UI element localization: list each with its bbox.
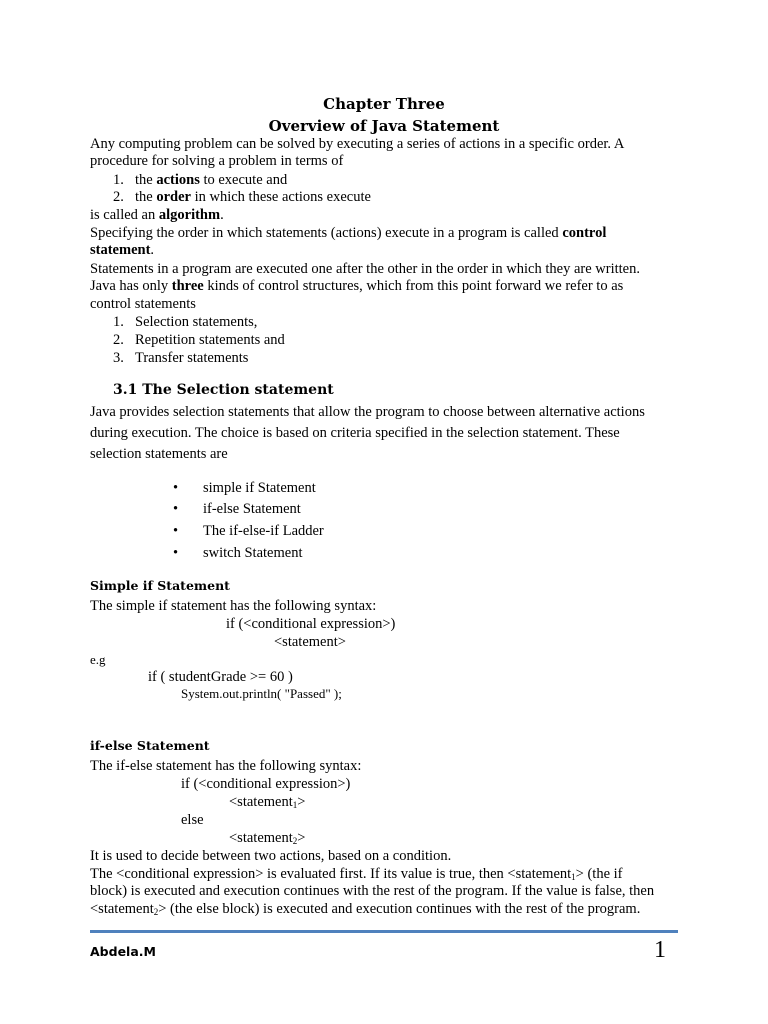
subscript: 1: [292, 800, 298, 810]
paragraph-line: during execution. The choice is based on criteria specified in the selection statement. These: [90, 425, 620, 441]
intro-line-1: Any computing problem can be solved by executing a series of actions in a specific order. A: [90, 136, 625, 152]
control-statements-line: control statements: [90, 296, 196, 312]
text: <statement: [229, 830, 293, 846]
bullet-icon: •: [173, 545, 179, 561]
paragraph-line: The simple if statement has the following syntax:: [90, 598, 377, 614]
text: <statement: [229, 794, 293, 810]
subscript: 1: [571, 872, 576, 882]
subsection-heading: Simple if Statement: [90, 578, 230, 593]
bullet-icon: •: [173, 523, 179, 539]
list-text: to execute and: [199, 172, 288, 188]
syntax-line: if (<conditional expression>): [226, 616, 396, 632]
bullet-text: simple if Statement: [203, 480, 316, 496]
footer-author: Abdela.M: [90, 944, 156, 959]
list-item: [113, 350, 248, 367]
bold-term: control: [562, 225, 607, 241]
text: > (the if: [575, 866, 623, 882]
bullet-text: The if-else-if Ladder: [203, 523, 324, 539]
list-number: 1.: [113, 172, 124, 188]
syntax-line: [229, 830, 305, 847]
page-title: Overview of Java Statement: [268, 117, 500, 135]
bullet-icon: •: [173, 480, 179, 496]
paragraph-line: The if-else statement has the following syntax:: [90, 758, 362, 774]
section-heading: 3.1 The Selection statement: [113, 382, 334, 398]
paragraph-line: It is used to decide between two actions, based on a condition.: [90, 848, 452, 864]
list-text: in which these actions execute: [190, 189, 371, 205]
code-line: System.out.println( "Passed" );: [181, 686, 342, 701]
bullet-icon: •: [173, 501, 179, 517]
paragraph-line: [90, 901, 640, 918]
text: <statement: [90, 901, 154, 917]
bold-term: three: [171, 278, 204, 294]
bullet-text: if-else Statement: [203, 501, 301, 517]
bold-term: statement: [90, 242, 151, 258]
syntax-line: if (<conditional expression>): [181, 776, 351, 792]
java-line: [90, 278, 623, 295]
bullet-item: [173, 480, 316, 497]
footer-rule: [90, 930, 678, 933]
algorithm-line: [90, 207, 224, 224]
bullet-item: [173, 523, 324, 540]
list-item: [113, 332, 285, 349]
code-line: if ( studentGrade >= 60 ): [148, 669, 293, 685]
list-number: 1.: [113, 314, 124, 330]
subscript: 2: [292, 836, 298, 846]
list-item: [113, 314, 257, 331]
sequence-line: Statements in a program are executed one after the other in the order in which they are written.: [90, 261, 640, 277]
text: is called an: [90, 207, 159, 223]
example-label: e.g: [90, 652, 106, 667]
paragraph-line: [90, 866, 622, 883]
text: Specifying the order in which statements (actions) execute in a program is called: [90, 225, 563, 241]
paragraph-line: selection statements are: [90, 446, 228, 462]
subsection-heading: if-else Statement: [90, 738, 210, 753]
page-number: 1: [654, 937, 666, 963]
list-bold: actions: [156, 172, 200, 188]
list-text: Repetition statements and: [135, 332, 285, 348]
text: Java has only: [90, 278, 172, 294]
text: >: [297, 830, 306, 846]
list-item: [113, 172, 287, 189]
list-number: 2.: [113, 189, 124, 205]
list-item: [113, 189, 371, 206]
subscript: 2: [153, 907, 159, 917]
syntax-line: <statement>: [274, 634, 346, 650]
list-text: Selection statements,: [135, 314, 258, 330]
text: .: [150, 242, 155, 258]
list-number: 3.: [113, 350, 124, 366]
bullet-item: [173, 501, 301, 518]
text: kinds of control structures, which from this point forward we refer to as: [203, 278, 624, 294]
bullet-text: switch Statement: [203, 545, 303, 561]
syntax-line: else: [181, 812, 204, 828]
control-line-2: [90, 242, 154, 259]
control-line: [90, 225, 606, 242]
paragraph-line: Java provides selection statements that allow the program to choose between alternative actions: [90, 404, 645, 420]
text: .: [220, 207, 224, 223]
list-number: 2.: [113, 332, 124, 348]
intro-line-2: procedure for solving a problem in terms of: [90, 153, 344, 169]
list-text: the: [135, 189, 157, 205]
list-text: the: [135, 172, 157, 188]
chapter-heading: Chapter Three: [323, 95, 445, 113]
text: The <conditional expression> is evaluated first. If its value is true, then <statement: [90, 866, 572, 882]
bold-term: algorithm: [158, 207, 221, 223]
text: >: [297, 794, 306, 810]
text: > (the else block) is executed and execution continues with the rest of the program.: [158, 901, 641, 917]
list-bold: order: [156, 189, 191, 205]
list-text: Transfer statements: [135, 350, 249, 366]
paragraph-line: block) is executed and execution continues with the rest of the program. If the value is false, then: [90, 883, 655, 899]
syntax-line: [229, 794, 305, 811]
bullet-item: [173, 545, 302, 562]
